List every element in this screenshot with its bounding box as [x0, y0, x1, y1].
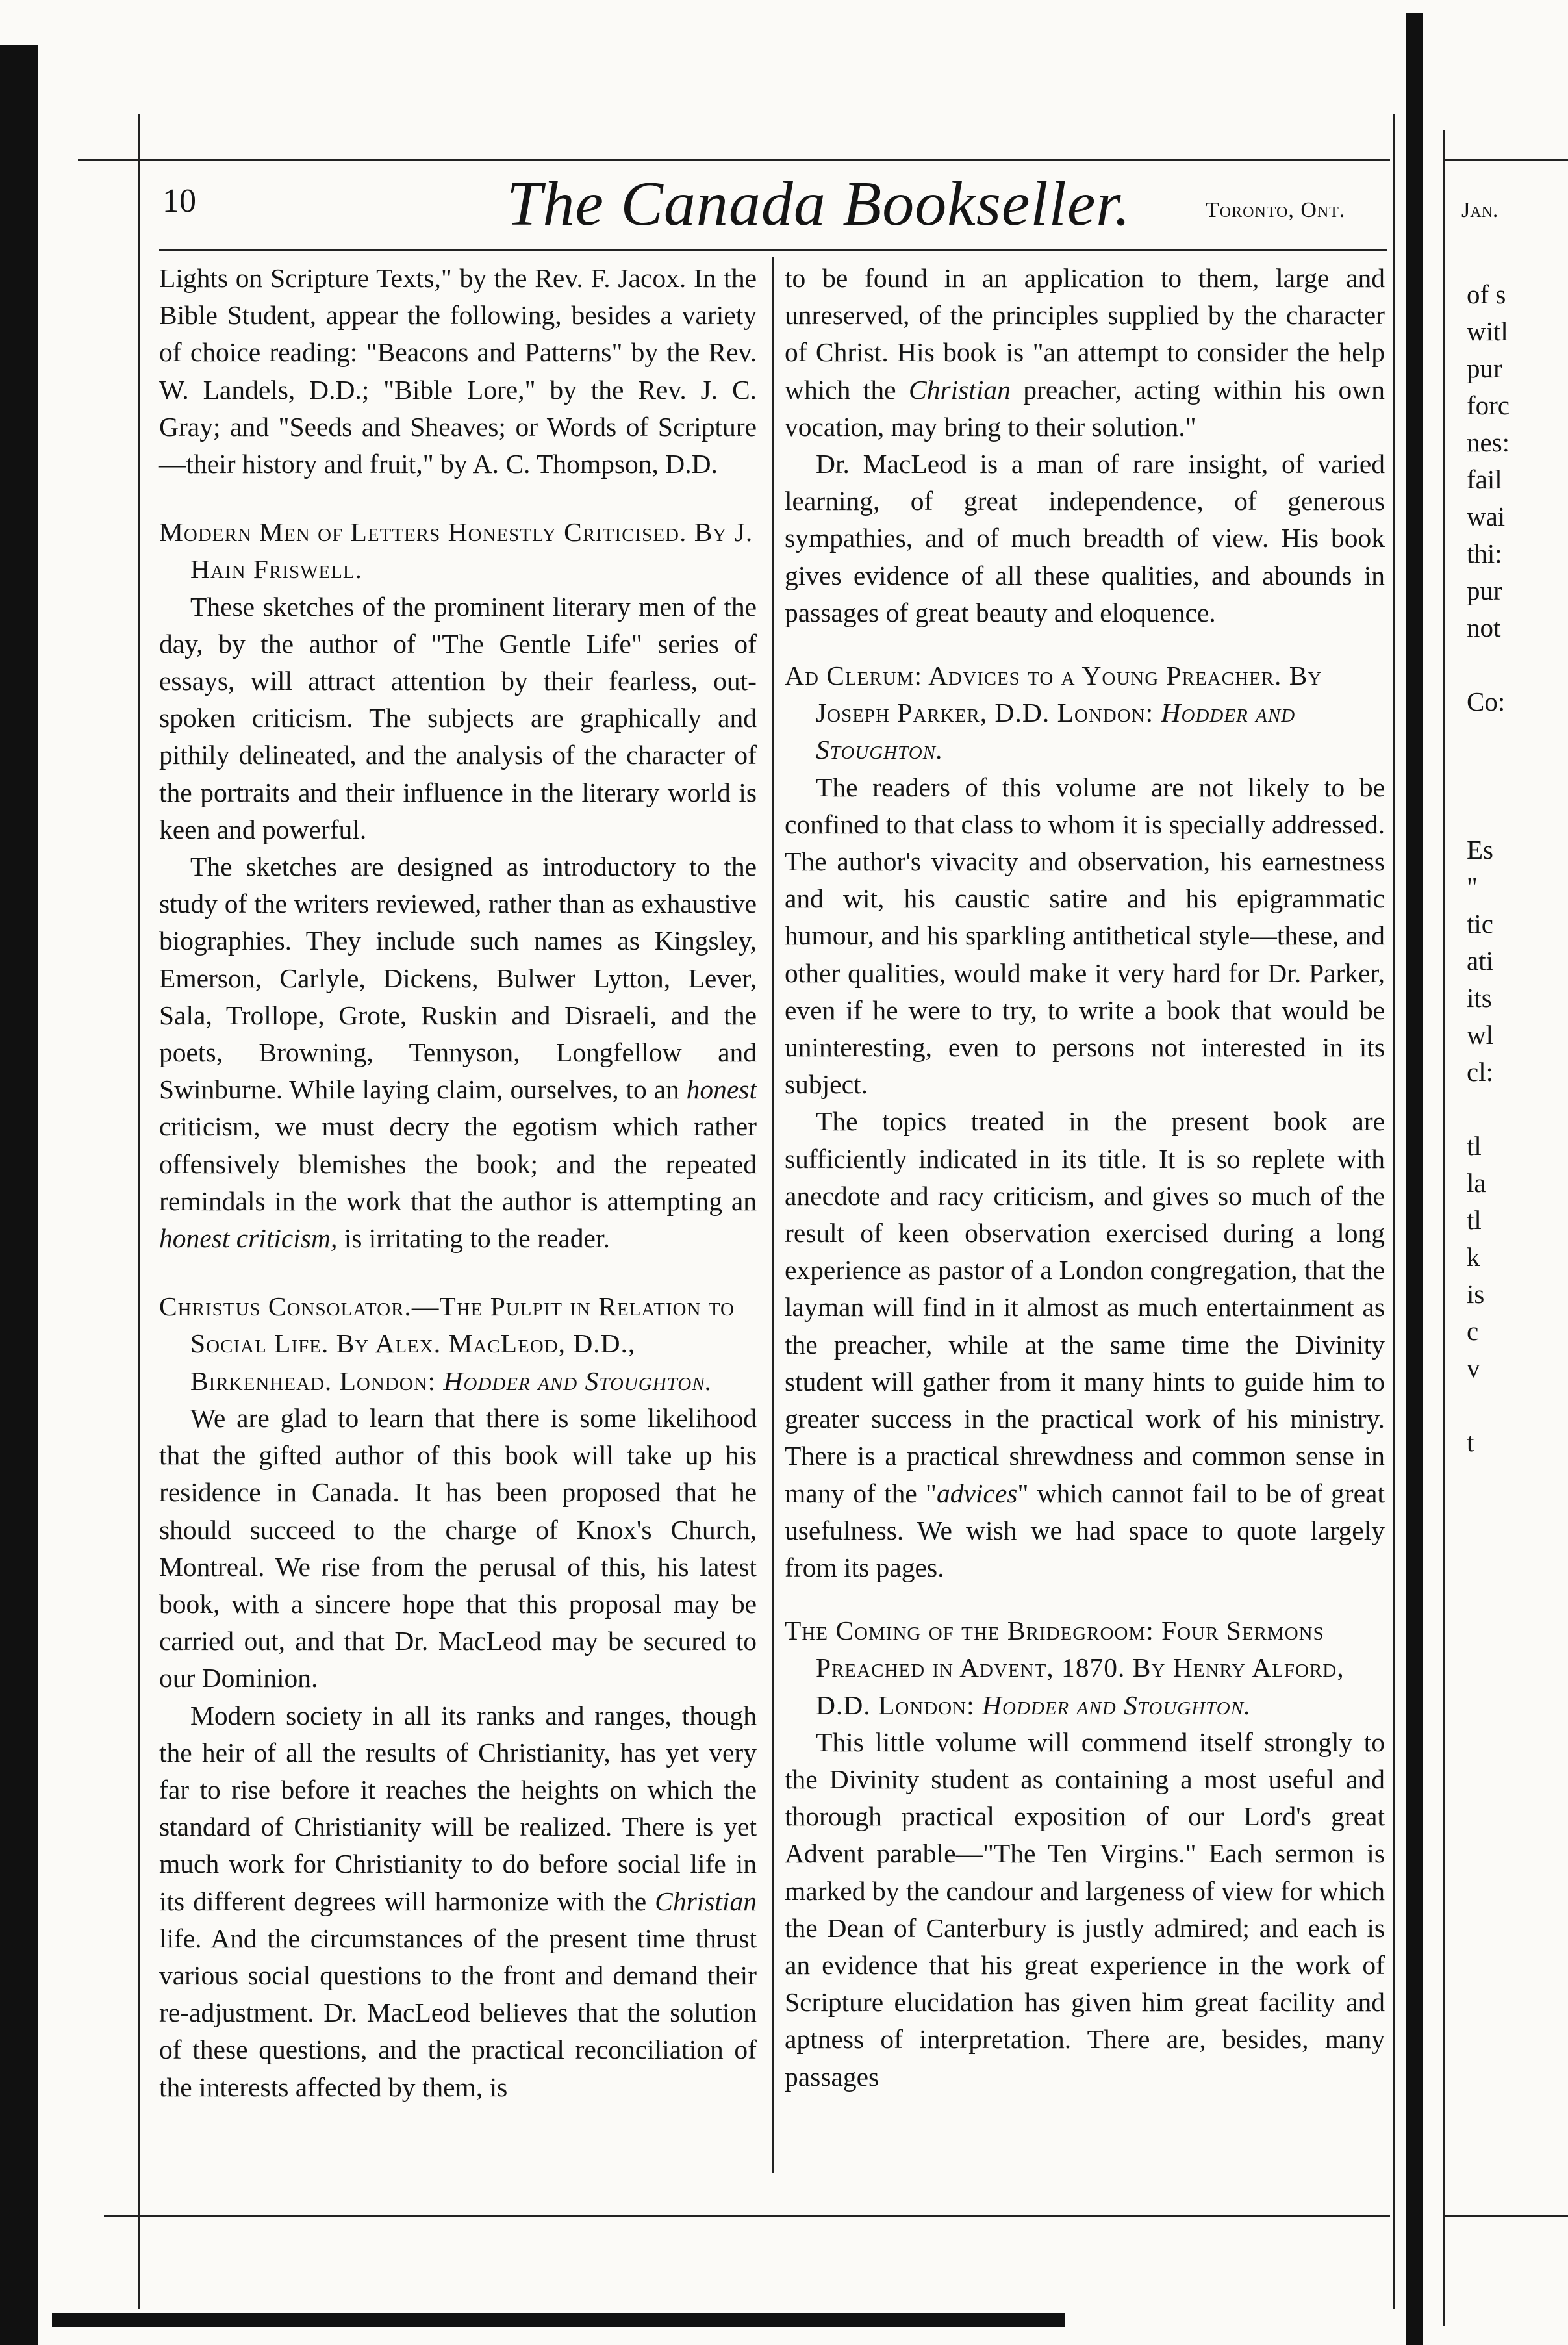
next-page-header-fragment: Jan.: [1461, 198, 1498, 222]
next-page-line-fragment: [1467, 1387, 1558, 1424]
next-page-line-fragment: ": [1467, 872, 1478, 902]
review-heading-christus-consolator: Christus Consolator.—The Pulpit in Relation to Social Life. By Alex. MacLeod, D.D., Birkenhead. London: Hodder and Stoughton.: [159, 1291, 735, 1396]
continued-paragraph: to be found in an application to them, large and unreserved, of the principles supplied by the character of Christ. His book is "an attempt to consider the help which the Christian preacher, acting within his own vocation, may bring to their solution.": [785, 263, 1385, 442]
next-page-column-fragments: [1467, 276, 1558, 1461]
left-margin-rule: [138, 114, 140, 2309]
spine-thin-rule: [1443, 130, 1445, 2326]
right-margin-rule: [1393, 114, 1395, 2309]
review-paragraph: We are glad to learn that there is some likelihood that the gifted author of this book will take up his residence in Canada. It has been proposed that he should succeed to the charge of Knox's Church, Montreal. We rise from the perusal of this, his latest book, with a sincere hope that this proposal may be carried out, and that Dr. MacLeod may be secured to our Dominion.: [159, 1402, 757, 1693]
next-page-line-fragment: tic: [1467, 909, 1493, 939]
next-page-line-fragment: not: [1467, 613, 1501, 642]
column-divider: [772, 257, 774, 2173]
review-paragraph: The sketches are designed as introductory to the study of the writers reviewed, rather than as exhaustive biographies. They include such names as Kingsley, Emerson, Carlyle, Dickens, Bulwer Lytton, Lever, Sala, Trollope, Grote, Ruskin and Disraeli, and the poets, Browning, Tennyson, Longfellow and Swinburne. While laying claim, ourselves, to an honest criticism, we must decry the egotism which rather offensively blemishes the book; and the repeated remindals in the work that the author is attempting an honest criticism, is irritating to the reader.: [159, 852, 757, 1254]
next-page-line-fragment: [1467, 794, 1558, 831]
next-page-line-fragment: [1467, 757, 1558, 794]
next-page-line-fragment: Es: [1467, 835, 1493, 865]
next-page-line-fragment: Co:: [1467, 687, 1506, 716]
left-column: [159, 260, 757, 2106]
review-heading-coming-of-bridegroom: The Coming of the Bridegroom: Four Sermons Preached in Advent, 1870. By Henry Alford, D.D. London: Hodder and Stoughton.: [785, 1616, 1345, 1720]
next-page-line-fragment: [1467, 1091, 1558, 1128]
review-heading-ad-clerum: Ad Clerum: Advices to a Young Preacher. By Joseph Parker, D.D. London: Hodder and Stoughton.: [785, 661, 1322, 765]
masthead-place: Toronto, Ont.: [1206, 198, 1346, 222]
next-page-line-fragment: la: [1467, 1168, 1486, 1198]
spine-thick-rule: [1406, 13, 1423, 2345]
top-rule: [78, 159, 1390, 161]
review-paragraph: These sketches of the prominent literary men of the day, by the author of "The Gentle Life" series of essays, will attract attention by their fearless, out-spoken criticism. The subjects are graphically and pithily delineated, and the analysis of the character of the portraits and their influence in the literary world is keen and powerful.: [159, 591, 757, 844]
right-column: [785, 260, 1385, 2096]
review-paragraph: This little volume will commend itself strongly to the Divinity student as containing a most useful and thorough practical exposition of our Lord's great Advent parable—"The Ten Virgins." Each sermon is marked by the candour and largeness of view for which the Dean of Canterbury is justly admired; and each is an evidence that his great experience in the work of Scripture elucidation has given him great facility and aptness of interpretation. There are, besides, many passages: [785, 1727, 1385, 2092]
next-page-line-fragment: fail: [1467, 464, 1502, 494]
next-page-bottom-rule: [1445, 2215, 1568, 2217]
next-page-line-fragment: c: [1467, 1316, 1479, 1346]
page-bottom-shadow: [52, 2313, 1065, 2327]
review-paragraph: The readers of this volume are not likely to be confined to that class to whom it is specially addressed. The author's vivacity and observation, his earnestness and wit, his caustic satire and his epigrammatic humour, and his sparkling antithetical style—these, and other qualities, would make it very hard for Dr. Parker, even if he were to try, to write a book that would be uninteresting, even to persons not interested in its subject.: [785, 772, 1385, 1100]
next-page-top-rule: [1445, 159, 1568, 161]
next-page-line-fragment: t: [1467, 1427, 1474, 1457]
next-page-line-fragment: pur: [1467, 576, 1502, 605]
next-page-line-fragment: witl: [1467, 316, 1508, 346]
review-heading-modern-men: Modern Men of Letters Honestly Criticised. By J. Hain Friswell.: [159, 517, 753, 585]
bottom-rule: [104, 2215, 1390, 2217]
review-paragraph: Dr. MacLeod is a man of rare insight, of varied learning, of great independence, of generous sympathies, and of much breadth of view. His book gives evidence of all these qualities, and abounds in passages of great beauty and eloquence.: [785, 449, 1385, 627]
next-page-line-fragment: of s: [1467, 279, 1506, 309]
opening-paragraph: Lights on Scripture Texts," by the Rev. F. Jacox. In the Bible Student, appear the following, besides a variety of choice reading: "Beacons and Patterns" by the Rev. W. Landels, D.D.; "Bible Lore," by the Rev. J. C. Gray; and "Seeds and Sheaves; or Words of Scripture—their history and fruit," by A. C. Thompson, D.D.: [159, 263, 757, 479]
next-page-line-fragment: k: [1467, 1242, 1480, 1272]
page-number: 10: [162, 183, 196, 220]
next-page-line-fragment: tl: [1467, 1131, 1482, 1161]
next-page-line-fragment: nes:: [1467, 427, 1510, 457]
header-rule: [159, 249, 1387, 251]
next-page-line-fragment: [1467, 720, 1558, 757]
next-page-line-fragment: thi:: [1467, 539, 1502, 568]
next-page-line-fragment: forc: [1467, 390, 1510, 420]
next-page-line-fragment: pur: [1467, 353, 1502, 383]
page-gutter-shadow: [0, 45, 38, 2345]
next-page-line-fragment: is: [1467, 1279, 1485, 1309]
next-page-line-fragment: wai: [1467, 501, 1506, 531]
next-page-line-fragment: [1467, 646, 1558, 683]
next-page-line-fragment: its: [1467, 983, 1492, 1013]
next-page-line-fragment: wl: [1467, 1020, 1493, 1050]
next-page-line-fragment: ati: [1467, 946, 1493, 976]
next-page-line-fragment: cl:: [1467, 1057, 1493, 1087]
next-page-line-fragment: tl: [1467, 1205, 1482, 1235]
next-page-line-fragment: v: [1467, 1353, 1480, 1383]
masthead-title: The Canada Bookseller.: [507, 169, 1132, 239]
review-paragraph: Modern society in all its ranks and ranges, though the heir of all the results of Christianity, has yet very far to rise before it reaches the heights on which the standard of Christianity will be realized. There is yet much work for Christianity to do before social life in its different degrees will harmonize with the Christian life. And the circumstances of the present time thrust various social questions to the front and demand their re-adjustment. Dr. MacLeod believes that the solution of these questions, and the practical reconciliation of the interests affected by them, is: [159, 1700, 757, 2102]
review-paragraph: The topics treated in the present book are sufficiently indicated in its title. It is so replete with anecdote and racy criticism, and gives so much of the result of keen observation exercised during a long experience as pastor of a London congregation, that the layman will find in it almost as much entertainment as the preacher, while at the same time the Divinity student will gather from it many hints to guide him to greater success in the practical work of his ministry. There is a practical shrewdness and common sense in many of the "advices" which cannot fail to be of great usefulness. We wish we had space to quote largely from its pages.: [785, 1106, 1385, 1582]
